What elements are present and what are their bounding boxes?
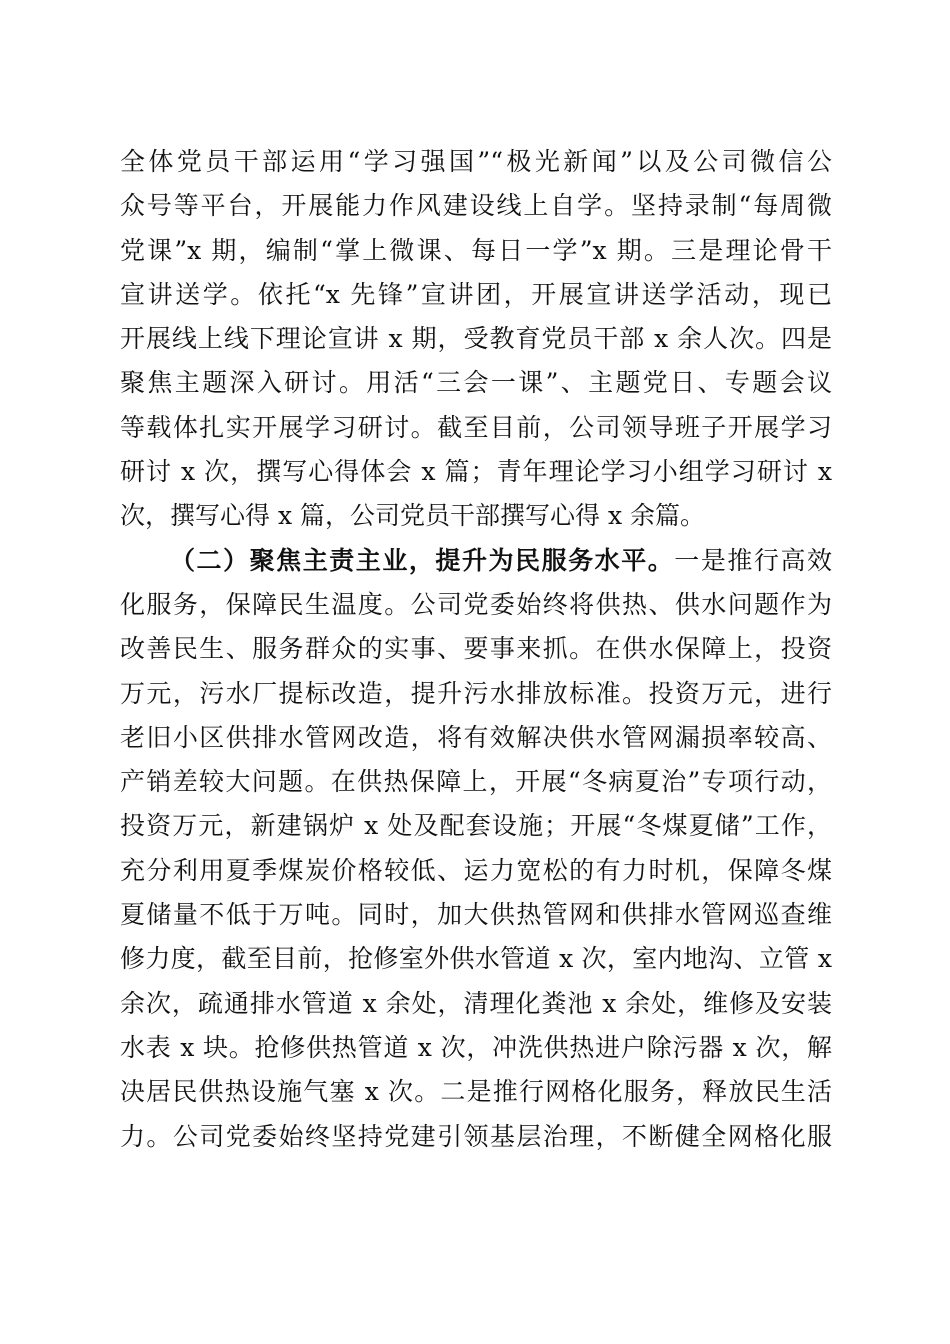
text-line: 宣讲送学。依托“x 先锋”宣讲团，开展宣讲送学活动，现已 xyxy=(120,279,832,309)
paragraph-study xyxy=(120,140,832,539)
text-line: 产销差较大问题。在供热保障上，开展“冬病夏治”专项行动， xyxy=(120,767,832,797)
text-line: 水表 x 块。抢修供热管道 x 次，冲洗供热进户除污器 x 次，解 xyxy=(120,1032,832,1062)
text-line: 充分利用夏季煤炭价格较低、运力宽松的有力时机，保障冬煤 xyxy=(120,855,832,885)
text-line: 投资万元，新建锅炉 x 处及配套设施；开展“冬煤夏储”工作， xyxy=(120,811,832,841)
text-line: 研讨 x 次，撰写心得体会 x 篇；青年理论学习小组学习研讨 x xyxy=(120,457,832,487)
text-line: 决居民供热设施气塞 x 次。二是推行网格化服务，释放民生活 xyxy=(120,1077,832,1107)
text-line: 等载体扎实开展学习研讨。截至目前，公司领导班子开展学习 xyxy=(120,412,832,442)
text-line: 改善民生、服务群众的实事、要事来抓。在供水保障上，投资 xyxy=(120,634,832,664)
text-line: 化服务，保障民生温度。公司党委始终将供热、供水问题作为 xyxy=(120,589,832,619)
text-line: 余次，疏通排水管道 x 余处，清理化粪池 x 余处，维修及安装 xyxy=(120,988,832,1018)
paragraph-first-line xyxy=(120,539,832,583)
paragraph-service xyxy=(120,539,832,1159)
text-line: 万元，污水厂提标改造，提升污水排放标准。投资万元，进行 xyxy=(120,678,832,708)
text-run: 一是推行高效 xyxy=(674,545,832,575)
text-line: 聚焦主题深入研讨。用活“三会一课”、主题党日、专题会议 xyxy=(120,368,832,398)
text-line: 全体党员干部运用“学习强国”“极光新闻”以及公司微信公 xyxy=(120,147,832,176)
body-text xyxy=(120,140,832,1159)
text-line: 老旧小区供排水管网改造，将有效解决供水管网漏损率较高、 xyxy=(120,722,832,752)
text-line: 夏储量不低于万吨。同时，加大供热管网和供排水管网巡查维 xyxy=(120,900,832,930)
text-line: 党课”x 期，编制“掌上微课、每日一学”x 期。三是理论骨干 xyxy=(120,235,832,265)
text-line: 众号等平台，开展能力作风建设线上自学。坚持录制“每周微 xyxy=(120,191,832,221)
text-line: 修力度，截至目前，抢修室外供水管道 x 次，室内地沟、立管 x xyxy=(120,944,832,974)
text-line: 次，撰写心得 x 篇，公司党员干部撰写心得 x 余篇。 xyxy=(120,501,705,531)
text-line: 力。公司党委始终坚持党建引领基层治理，不断健全网格化服 xyxy=(120,1121,832,1151)
text-line: 开展线上线下理论宣讲 x 期，受教育党员干部 x 余人次。四是 xyxy=(120,324,832,354)
section-heading: （二）聚焦主责主业，提升为民服务水平。 xyxy=(170,545,675,575)
